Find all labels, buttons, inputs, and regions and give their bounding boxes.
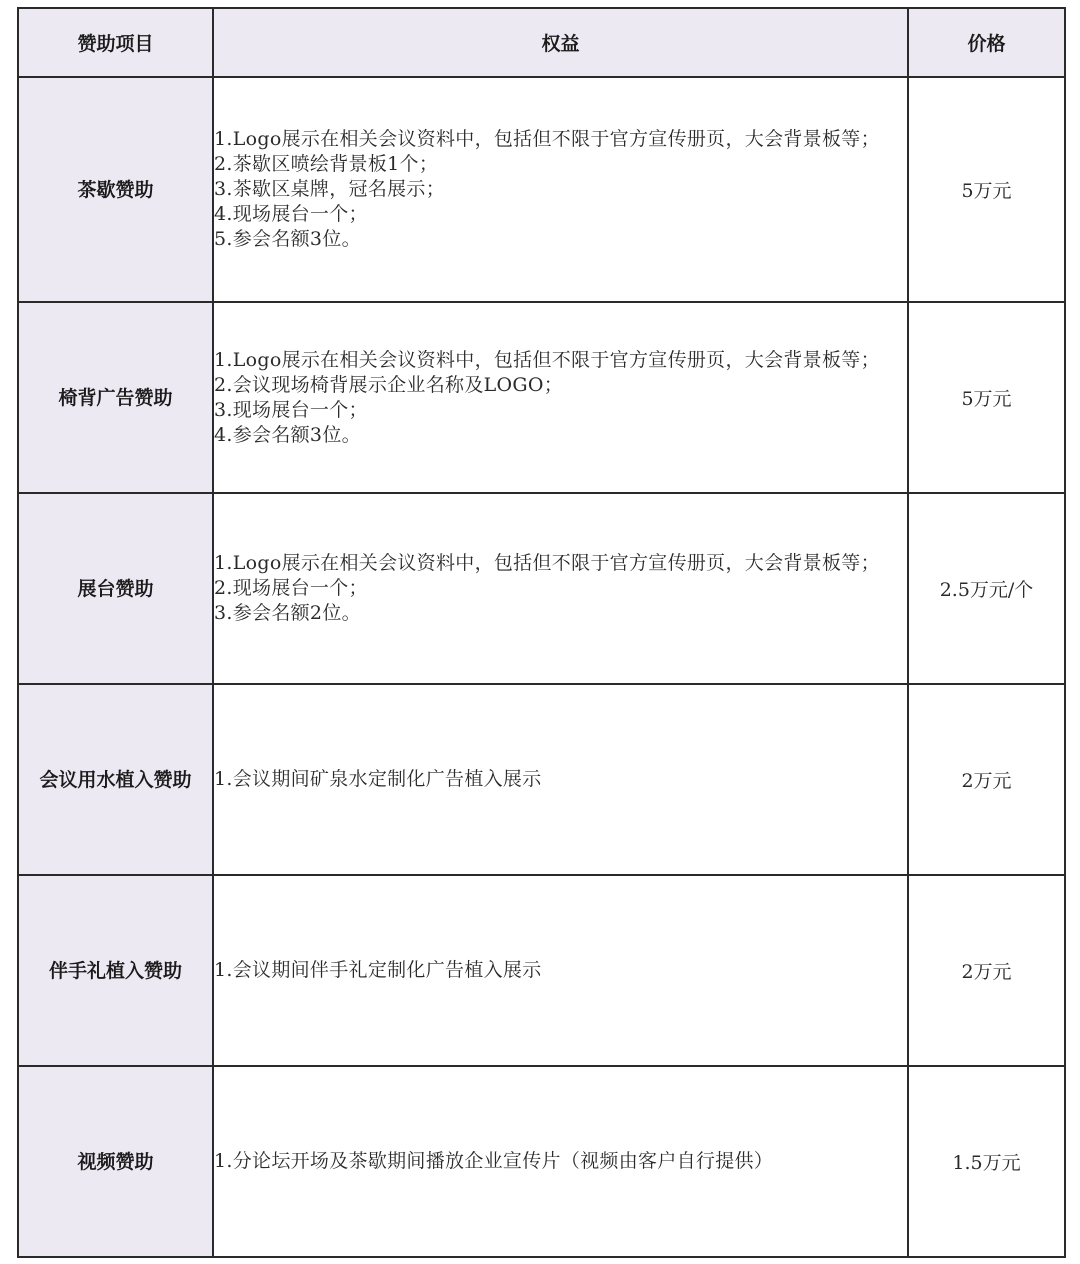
benefit-line: 1.分论坛开场及茶歇期间播放企业宣传片（视频由客户自行提供） bbox=[214, 1150, 774, 1172]
sponsor-price: 1.5万元 bbox=[908, 1066, 1065, 1257]
sponsor-price: 2.5万元/个 bbox=[908, 493, 1065, 684]
benefit-line: 1.Logo展示在相关会议资料中，包括但不限于官方宣传册页，大会背景板等； bbox=[214, 128, 880, 150]
sponsor-item-name: 视频赞助 bbox=[18, 1066, 213, 1257]
sponsor-benefits bbox=[213, 684, 908, 875]
header-price: 价格 bbox=[908, 8, 1065, 77]
benefit-line: 4.现场展台一个； bbox=[214, 203, 368, 225]
sponsor-price: 5万元 bbox=[908, 302, 1065, 493]
benefit-line: 2.会议现场椅背展示企业名称及LOGO； bbox=[214, 373, 564, 396]
sponsor-benefits bbox=[213, 1066, 908, 1257]
benefit-line: 1.Logo展示在相关会议资料中，包括但不限于官方宣传册页，大会背景板等； bbox=[214, 552, 880, 574]
sponsor-item-name: 椅背广告赞助 bbox=[18, 302, 213, 493]
header-benefits: 权益 bbox=[213, 8, 908, 77]
sponsor-benefits bbox=[213, 875, 908, 1066]
sponsor-benefits bbox=[213, 493, 908, 684]
table-row bbox=[18, 1066, 1065, 1257]
benefit-line: 2.现场展台一个； bbox=[214, 577, 368, 599]
sponsor-benefits bbox=[213, 302, 908, 493]
sponsor-item-name: 展台赞助 bbox=[18, 493, 213, 684]
table-row bbox=[18, 875, 1065, 1066]
sponsor-item-name: 会议用水植入赞助 bbox=[18, 684, 213, 875]
sponsor-benefits bbox=[213, 77, 908, 302]
table-header-row bbox=[18, 8, 1065, 77]
sponsor-price: 2万元 bbox=[908, 875, 1065, 1066]
benefit-line: 1.Logo展示在相关会议资料中，包括但不限于官方宣传册页，大会背景板等； bbox=[214, 348, 880, 371]
table-row bbox=[18, 77, 1065, 302]
header-item: 赞助项目 bbox=[18, 8, 213, 77]
benefit-line: 1.会议期间伴手礼定制化广告植入展示 bbox=[214, 959, 542, 981]
table-row bbox=[18, 493, 1065, 684]
sponsor-price: 5万元 bbox=[908, 77, 1065, 302]
table-row bbox=[18, 302, 1065, 493]
benefit-line: 3.现场展台一个； bbox=[214, 398, 368, 421]
benefit-line: 3.茶歇区桌牌，冠名展示； bbox=[214, 178, 446, 200]
sponsor-item-name: 茶歇赞助 bbox=[18, 77, 213, 302]
table-row bbox=[18, 684, 1065, 875]
benefit-line: 2.茶歇区喷绘背景板1个； bbox=[214, 153, 439, 175]
sponsorship-table bbox=[17, 7, 1066, 1258]
sponsor-item-name: 伴手礼植入赞助 bbox=[18, 875, 213, 1066]
benefit-line: 3.参会名额2位。 bbox=[214, 602, 361, 624]
benefit-line: 4.参会名额3位。 bbox=[214, 423, 361, 446]
benefit-line: 1.会议期间矿泉水定制化广告植入展示 bbox=[214, 768, 542, 790]
sponsor-price: 2万元 bbox=[908, 684, 1065, 875]
benefit-line: 5.参会名额3位。 bbox=[214, 228, 361, 250]
